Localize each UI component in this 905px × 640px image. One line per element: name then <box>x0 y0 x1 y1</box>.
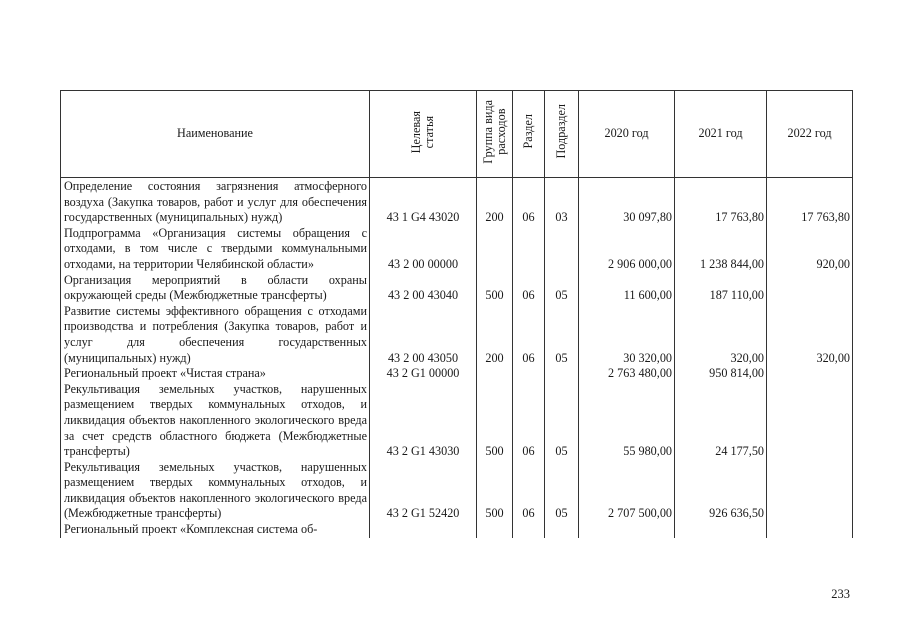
cell-name: Региональный проект «Чистая страна» <box>61 366 370 382</box>
cell-section <box>513 226 545 273</box>
cell-2022 <box>767 366 853 382</box>
cell-subsection: 05 <box>545 460 579 522</box>
cell-2021: 17 763,80 <box>675 178 767 226</box>
cell-2022 <box>767 382 853 460</box>
header-2020: 2020 год <box>579 91 675 178</box>
cell-subsection: 05 <box>545 304 579 366</box>
cell-subsection <box>545 522 579 538</box>
header-expense-group: Группа вида расходов <box>477 91 513 178</box>
table-row <box>61 273 853 304</box>
budget-table <box>60 90 853 538</box>
cell-target-code: 43 1 G4 43020 <box>370 178 477 226</box>
table-row <box>61 366 853 382</box>
table-row <box>61 304 853 366</box>
cell-name: Развитие системы эффективного обращения с отходами производства и потребления (Закупка товаров, работ и услуг для обеспечения государственных (муниципальных) нужд) <box>61 304 370 366</box>
page-number: 233 <box>831 587 850 601</box>
cell-2021: 950 814,00 <box>675 366 767 382</box>
table-row <box>61 226 853 273</box>
header-2022: 2022 год <box>767 91 853 178</box>
cell-2021: 926 636,50 <box>675 460 767 522</box>
header-row <box>61 91 853 178</box>
cell-subsection: 05 <box>545 382 579 460</box>
cell-expense-group: 200 <box>477 178 513 226</box>
cell-2021: 320,00 <box>675 304 767 366</box>
cell-expense-group: 500 <box>477 273 513 304</box>
header-subsection: Подраздел <box>545 91 579 178</box>
cell-name: Организация мероприятий в области охраны окружающей среды (Межбюджетные трансферты) <box>61 273 370 304</box>
cell-name: Рекультивация земельных участков, нарушенных размещением твердых коммунальных отходов, и ликвидация объектов накопленного экологического вреда (Межбюджетные трансферты) <box>61 460 370 522</box>
cell-2020: 2 906 000,00 <box>579 226 675 273</box>
cell-2022 <box>767 460 853 522</box>
cell-subsection: 03 <box>545 178 579 226</box>
cell-2021 <box>675 522 767 538</box>
cell-2020 <box>579 522 675 538</box>
cell-expense-group <box>477 366 513 382</box>
cell-2020: 55 980,00 <box>579 382 675 460</box>
cell-subsection <box>545 226 579 273</box>
cell-expense-group: 500 <box>477 460 513 522</box>
table-row <box>61 460 853 522</box>
cell-2021: 187 110,00 <box>675 273 767 304</box>
table-row <box>61 522 853 538</box>
cell-subsection <box>545 366 579 382</box>
cell-target-code: 43 2 G1 00000 <box>370 366 477 382</box>
cell-expense-group <box>477 522 513 538</box>
cell-name: Рекультивация земельных участков, нарушенных размещением твердых коммунальных отходов, и ликвидация объектов накопленного экологического вреда за счет средств областного бюджета (Межбюджетные трансферты) <box>61 382 370 460</box>
cell-name: Региональный проект «Комплексная система об- <box>61 522 370 538</box>
cell-target-code: 43 2 G1 43030 <box>370 382 477 460</box>
cell-2022: 320,00 <box>767 304 853 366</box>
cell-section <box>513 366 545 382</box>
header-target: Целевая статья <box>370 91 477 178</box>
cell-target-code: 43 2 G1 52420 <box>370 460 477 522</box>
cell-2020: 2 763 480,00 <box>579 366 675 382</box>
cell-expense-group <box>477 226 513 273</box>
cell-2021: 1 238 844,00 <box>675 226 767 273</box>
cell-2020: 30 320,00 <box>579 304 675 366</box>
cell-2022 <box>767 522 853 538</box>
cell-name: Определение состояния загрязнения атмосферного воздуха (Закупка товаров, работ и услуг для обеспечения государственных (муниципальных) нужд) <box>61 178 370 226</box>
cell-2021: 24 177,50 <box>675 382 767 460</box>
cell-section: 06 <box>513 382 545 460</box>
table-row <box>61 382 853 460</box>
table-row <box>61 178 853 226</box>
cell-2022: 17 763,80 <box>767 178 853 226</box>
cell-2020: 2 707 500,00 <box>579 460 675 522</box>
cell-section: 06 <box>513 304 545 366</box>
cell-name: Подпрограмма «Организация системы обращения с отходами, в том числе с твердыми коммунальными отходами, на территории Челябинской области» <box>61 226 370 273</box>
cell-2020: 30 097,80 <box>579 178 675 226</box>
cell-section: 06 <box>513 178 545 226</box>
cell-section: 06 <box>513 460 545 522</box>
cell-2020: 11 600,00 <box>579 273 675 304</box>
cell-target-code: 43 2 00 00000 <box>370 226 477 273</box>
cell-expense-group: 500 <box>477 382 513 460</box>
cell-2022 <box>767 273 853 304</box>
header-2021: 2021 год <box>675 91 767 178</box>
header-name: Наименование <box>61 91 370 178</box>
cell-target-code: 43 2 00 43040 <box>370 273 477 304</box>
cell-target-code: 43 2 00 43050 <box>370 304 477 366</box>
cell-section <box>513 522 545 538</box>
cell-section: 06 <box>513 273 545 304</box>
cell-subsection: 05 <box>545 273 579 304</box>
cell-expense-group: 200 <box>477 304 513 366</box>
cell-target-code <box>370 522 477 538</box>
cell-2022: 920,00 <box>767 226 853 273</box>
header-section: Раздел <box>513 91 545 178</box>
